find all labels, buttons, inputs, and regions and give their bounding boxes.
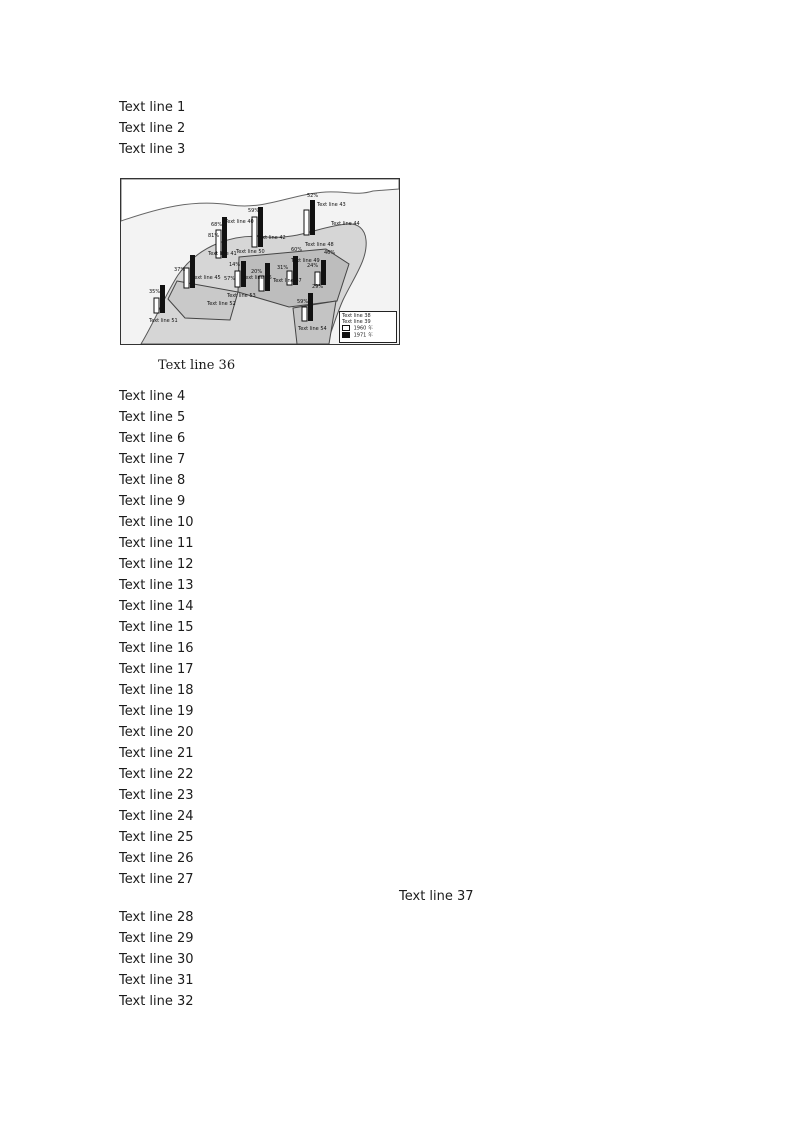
legend-title-line: Text line 39 <box>342 319 371 325</box>
text-line: Text line 27 <box>119 872 194 887</box>
figure-label: Text line 43 <box>317 202 346 208</box>
text-line: Text line 7 <box>119 452 186 467</box>
text-line: Text line 29 <box>119 931 194 946</box>
text-line: Text line 24 <box>119 809 194 824</box>
figure-label: Text line 45 <box>192 275 221 281</box>
legend-item <box>342 332 394 339</box>
figure-percentage: 46% <box>324 250 336 256</box>
figure-label: Text line 49 <box>291 258 320 264</box>
text-line: Text line 8 <box>119 473 186 488</box>
text-line: Text line 21 <box>119 746 194 761</box>
figure-percentage: 37% <box>174 267 186 273</box>
figure-legend <box>339 311 397 343</box>
figure-label: Text line 53 <box>227 293 256 299</box>
legend-title-line: Text line 38 <box>342 313 371 319</box>
figure-percentage: 68% <box>211 222 223 228</box>
text-line: Text line 6 <box>119 431 186 446</box>
figure-label: Text line 52 <box>207 301 236 307</box>
figure-label: Text line 54 <box>298 326 327 332</box>
legend-swatch-1971 <box>342 332 350 338</box>
figure-label: Text line 44 <box>331 221 360 227</box>
legend-label: 1971 年 <box>353 332 373 338</box>
text-line: Text line 15 <box>119 620 194 635</box>
figure-percentage: 31% <box>277 265 289 271</box>
figure-percentage: 59% <box>297 299 309 305</box>
figure-label: Text line 46 <box>243 275 272 281</box>
figure-label: Text line 50 <box>236 249 265 255</box>
text-line: Text line 25 <box>119 830 194 845</box>
figure-percentage: 81% <box>208 233 220 239</box>
figure-percentage: 35% <box>149 289 161 295</box>
source-attribution: Text line 37 <box>399 889 474 904</box>
text-line: Text line 26 <box>119 851 194 866</box>
figure-label: Text line 51 <box>149 318 178 324</box>
figure-percentage: 57% <box>224 276 236 282</box>
figure-label: Text line 41 <box>208 251 237 257</box>
text-line: Text line 10 <box>119 515 194 530</box>
text-line: Text line 19 <box>119 704 194 719</box>
text-line: Text line 12 <box>119 557 194 572</box>
text-line: Text line 5 <box>119 410 186 425</box>
figure-percentage: 29% <box>312 284 324 290</box>
figure-label: Text line 48 <box>305 242 334 248</box>
voting-rate-map-figure <box>120 178 400 345</box>
text-line: Text line 1 <box>119 100 186 115</box>
figure-caption: Text line 36 <box>158 358 236 373</box>
text-line: Text line 4 <box>119 389 186 404</box>
text-line: Text line 14 <box>119 599 194 614</box>
text-line: Text line 3 <box>119 142 186 157</box>
figure-label: Text line 42 <box>257 235 286 241</box>
text-line: Text line 31 <box>119 973 194 988</box>
figure-percentage: 59% <box>248 208 260 214</box>
text-line: Text line 16 <box>119 641 194 656</box>
figure-percentage: 20% <box>251 269 263 275</box>
text-line: Text line 9 <box>119 494 186 509</box>
legend-swatch-1960 <box>342 325 350 331</box>
figure-percentage: 52% <box>307 193 319 199</box>
text-line: Text line 32 <box>119 994 194 1009</box>
text-line: Text line 22 <box>119 767 194 782</box>
figure-percentage: 14% <box>229 262 241 268</box>
text-line: Text line 20 <box>119 725 194 740</box>
text-line: Text line 11 <box>119 536 194 551</box>
figure-percentage: 60% <box>291 247 303 253</box>
text-line: Text line 28 <box>119 910 194 925</box>
figure-percentage: 24% <box>307 263 319 269</box>
text-line: Text line 23 <box>119 788 194 803</box>
text-line: Text line 30 <box>119 952 194 967</box>
figure-label: Text line 47 <box>273 278 302 284</box>
text-line: Text line 13 <box>119 578 194 593</box>
text-line: Text line 2 <box>119 121 186 136</box>
text-line: Text line 17 <box>119 662 194 677</box>
legend-label: 1960 年 <box>353 325 373 332</box>
text-line: Text line 18 <box>119 683 194 698</box>
figure-label: Text line 40 <box>225 219 254 225</box>
